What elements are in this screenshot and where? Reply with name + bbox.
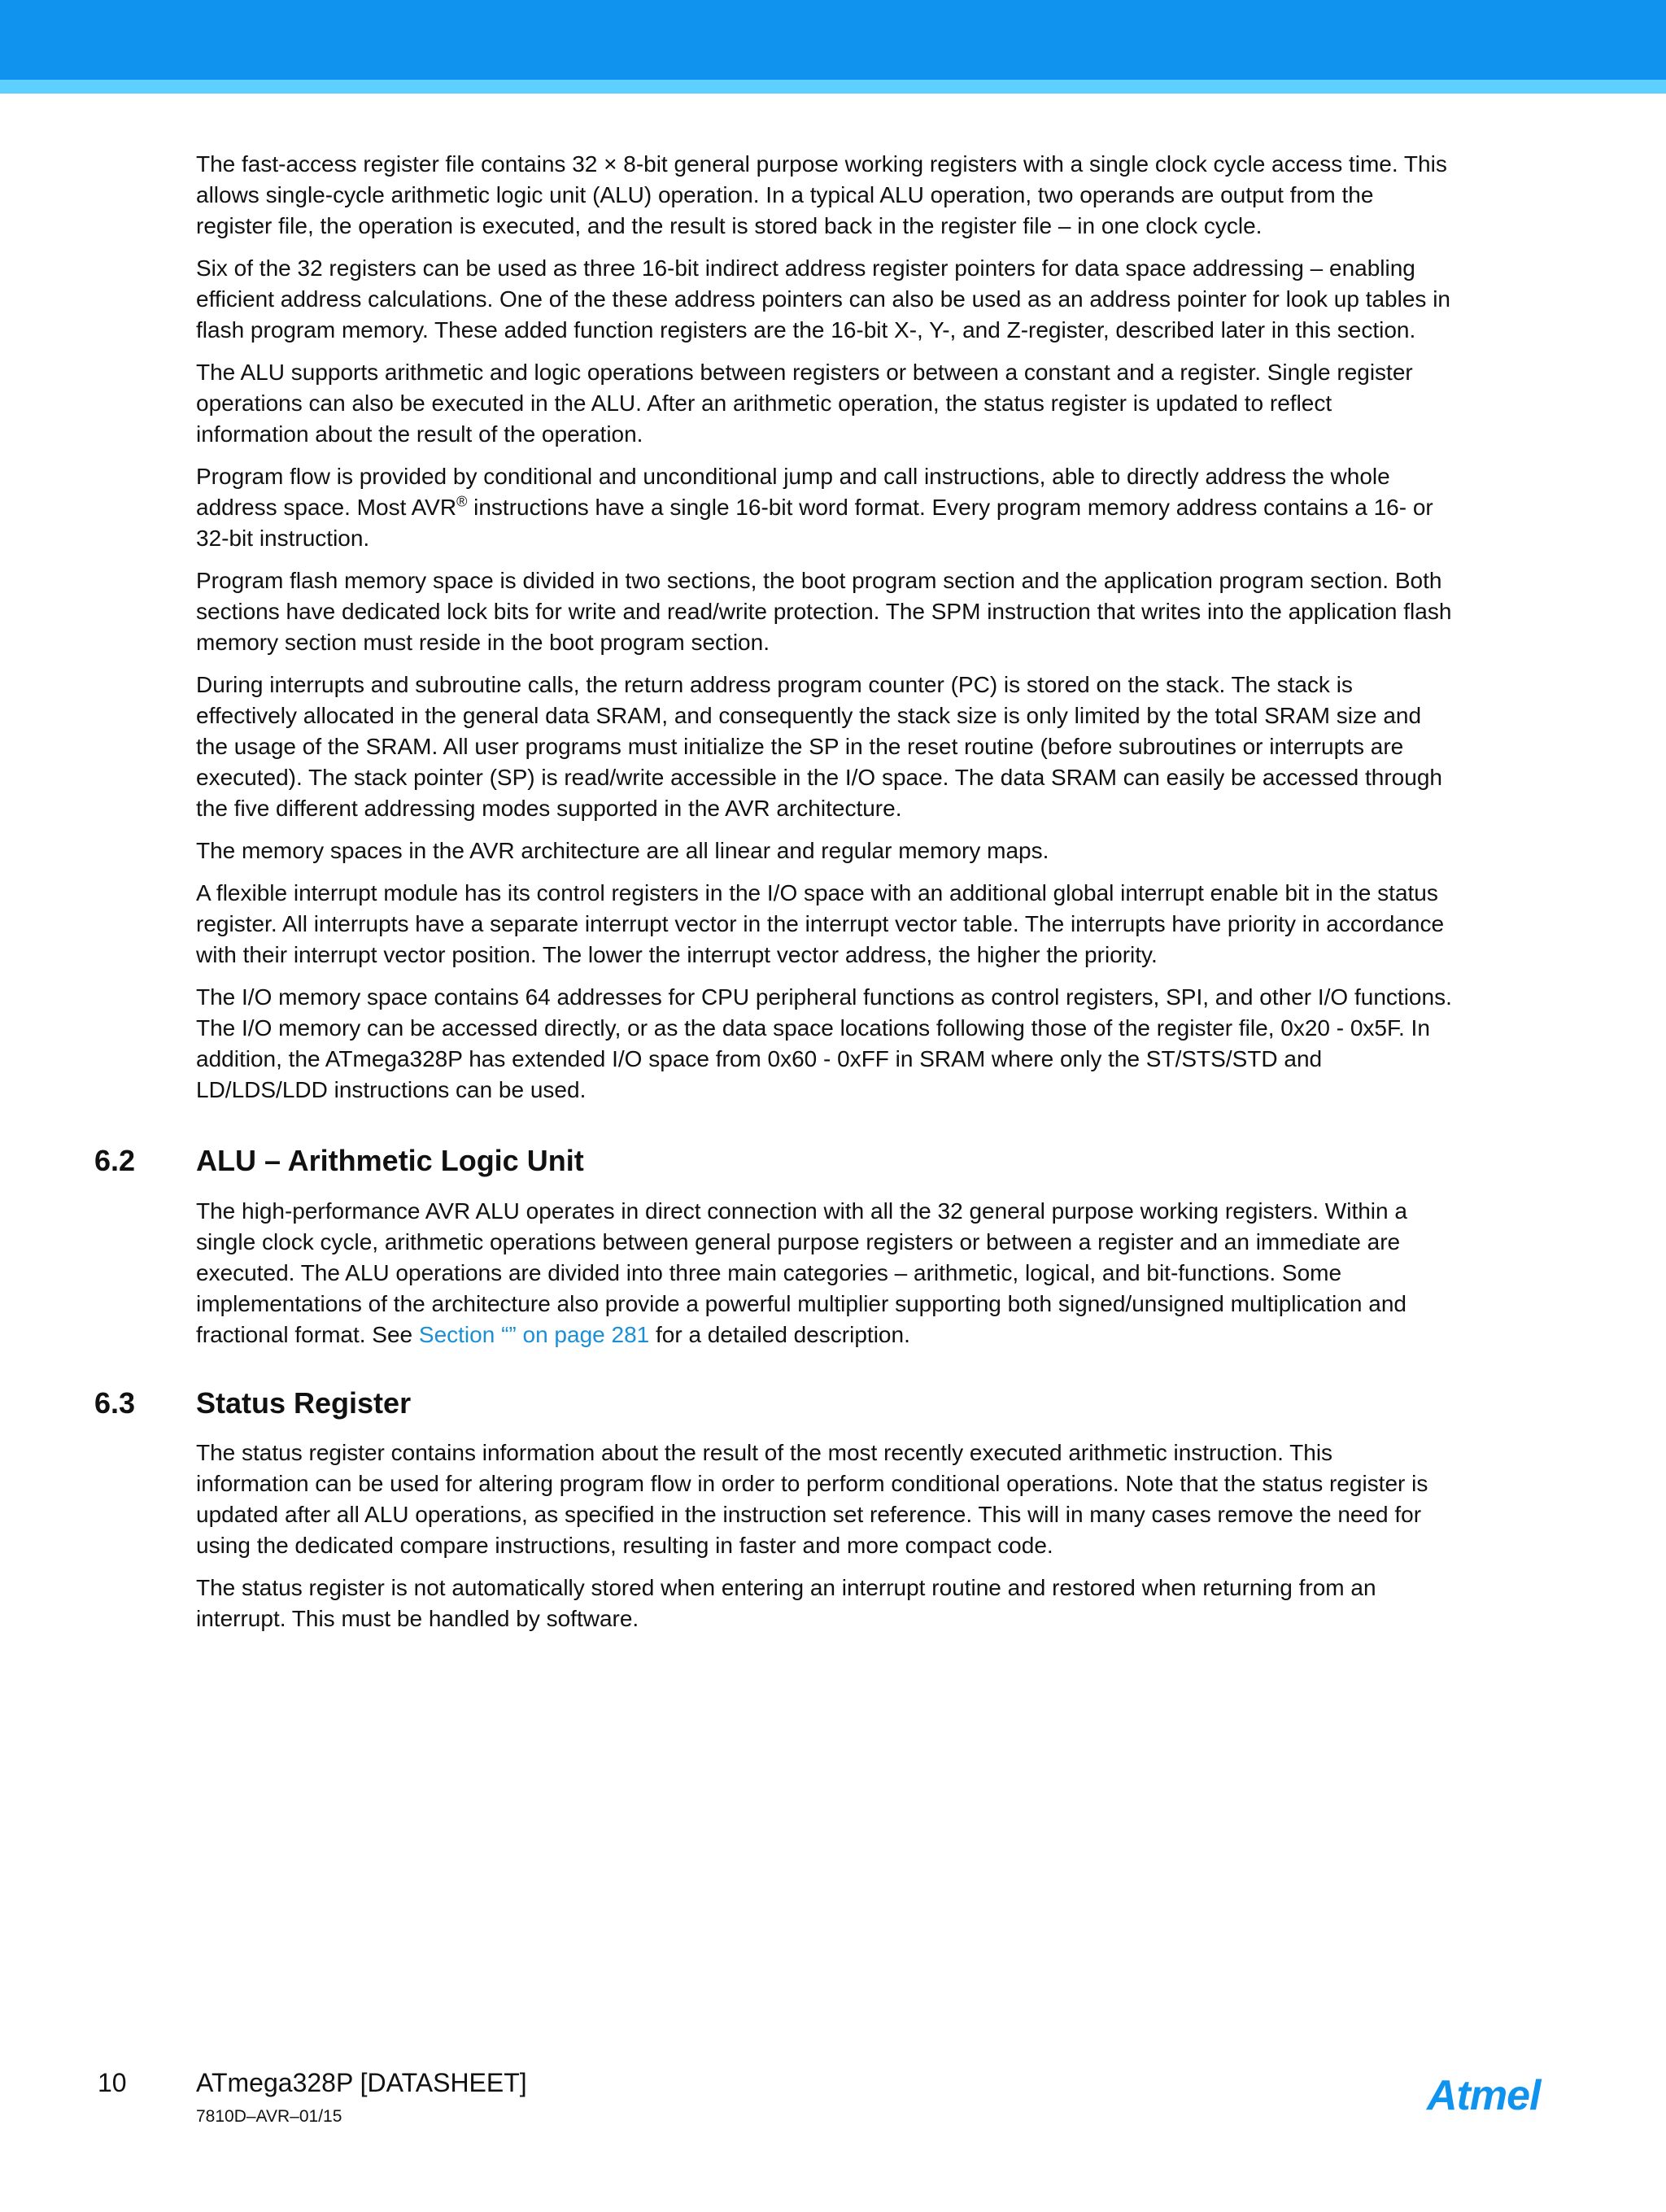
footer-doc-code: 7810D–AVR–01/15 [196,2107,342,2126]
intro-paragraph-4 [196,461,1579,554]
intro-paragraph-2: Six of the 32 registers can be used as three 16-bit indirect address register pointers for data space addressing – enabling efficient address calculations. One of the these address pointers can also be used as an address pointer for look up tables in flash program memory. These added function registers are the 16-bit X-, Y-, and Z-register, described later in this section. [196,255,1450,342]
section-page-281-link[interactable]: Section “” on page 281 [418,1322,650,1347]
paragraph-4-text-start: Program flow is provided by conditional and unconditional jump and call instructions, able to directly address the whole address space. Most AVR [196,464,1390,520]
footer-doc-title: ATmega328P [DATASHEET] [196,2068,527,2097]
section-6-3-paragraph-2: The status register is not automatically stored when entering an interrupt routine and restored when returning from an interrupt. This must be handled by software. [196,1575,1376,1631]
footer-page-number: 10 [98,2068,127,2097]
registered-mark: ® [456,493,468,510]
header-stripe [0,80,1666,94]
section-6-2-title: ALU – Arithmetic Logic Unit [196,1144,584,1177]
section-6-2-paragraph [196,1196,1579,1350]
intro-paragraph-3: The ALU supports arithmetic and logic operations between registers or between a constant and a register. Single register operations can also be executed in the ALU. After an arithmetic operation, the status register is updated to reflect information about the result of the operation. [196,360,1413,447]
section-6-2-text-start: The high-performance AVR ALU operates in direct connection with all the 32 general purpose working registers. Within a single clock cycle, arithmetic operations between general purpose registers or between a register and an immediate are executed. The ALU operations are divided into three main categories – arithmetic, logical, and bit-functions. Some implementations of the architecture also provide a powerful multiplier supporting both signed/unsigned multiplication and fractional format. See [196,1198,1407,1347]
intro-paragraph-5: Program flash memory space is divided in two sections, the boot program section and the application program section. Both sections have dedicated lock bits for write and read/write protection. The SPM instruction that writes into the application flash memory section must reside in the boot program section. [196,568,1452,655]
section-6-3-title: Status Register [196,1386,412,1420]
paragraph-4-text-end: instructions have a single 16-bit word format. Every program memory address contains a 16- or 32-bit instruction. [196,495,1433,551]
intro-paragraph-7: The memory spaces in the AVR architecture are all linear and regular memory maps. [196,838,1049,863]
section-6-2-text-end: for a detailed description. [649,1322,910,1347]
intro-paragraph-6: During interrupts and subroutine calls, the return address program counter (PC) is stored on the stack. The stack is effectively allocated in the general data SRAM, and consequently the stack size is only limited by the total SRAM size and the usage of the SRAM. All user programs must initialize the SP in the reset routine (before subroutines or interrupts are executed). The stack pointer (SP) is read/write accessible in the I/O space. The data SRAM can easily be accessed through the five different addressing modes supported in the AVR architecture. [196,672,1442,821]
intro-paragraph-9: The I/O memory space contains 64 addresses for CPU peripheral functions as control registers, SPI, and other I/O functions. The I/O memory can be accessed directly, or as the data space locations following those of the register file, 0x20 - 0x5F. In addition, the ATmega328P has extended I/O space from 0x60 - 0xFF in SRAM where only the ST/STS/STD and LD/LDS/LDD instructions can be used. [196,984,1452,1102]
section-6-3-number: 6.3 [94,1386,136,1420]
atmel-logo-text: Atmel [1427,2072,1541,2119]
section-6-3-paragraph-1: The status register contains information about the result of the most recently executed arithmetic instruction. This information can be used for altering program flow in order to perform conditional operations. Note that the status register is updated after all ALU operations, as specified in the instruction set reference. This will in many cases remove the need for using the dedicated compare instructions, resulting in faster and more compact code. [196,1440,1428,1558]
intro-paragraph-8: A flexible interrupt module has its control registers in the I/O space with an additional global interrupt enable bit in the status register. All interrupts have a separate interrupt vector in the interrupt vector table. The interrupts have priority in accordance with their interrupt vector position. The lower the interrupt vector address, the higher the priority. [196,880,1445,967]
atmel-logo [1425,2070,1572,2119]
intro-paragraph-1: The fast-access register file contains 32 × 8-bit general purpose working registers with a single clock cycle access time. This allows single-cycle arithmetic logic unit (ALU) operation. In a typical ALU operation, two operands are output from the register file, the operation is executed, and the result is stored back in the register file – in one clock cycle. [196,151,1447,238]
section-6-2-number: 6.2 [94,1144,136,1177]
header-band [0,0,1666,80]
